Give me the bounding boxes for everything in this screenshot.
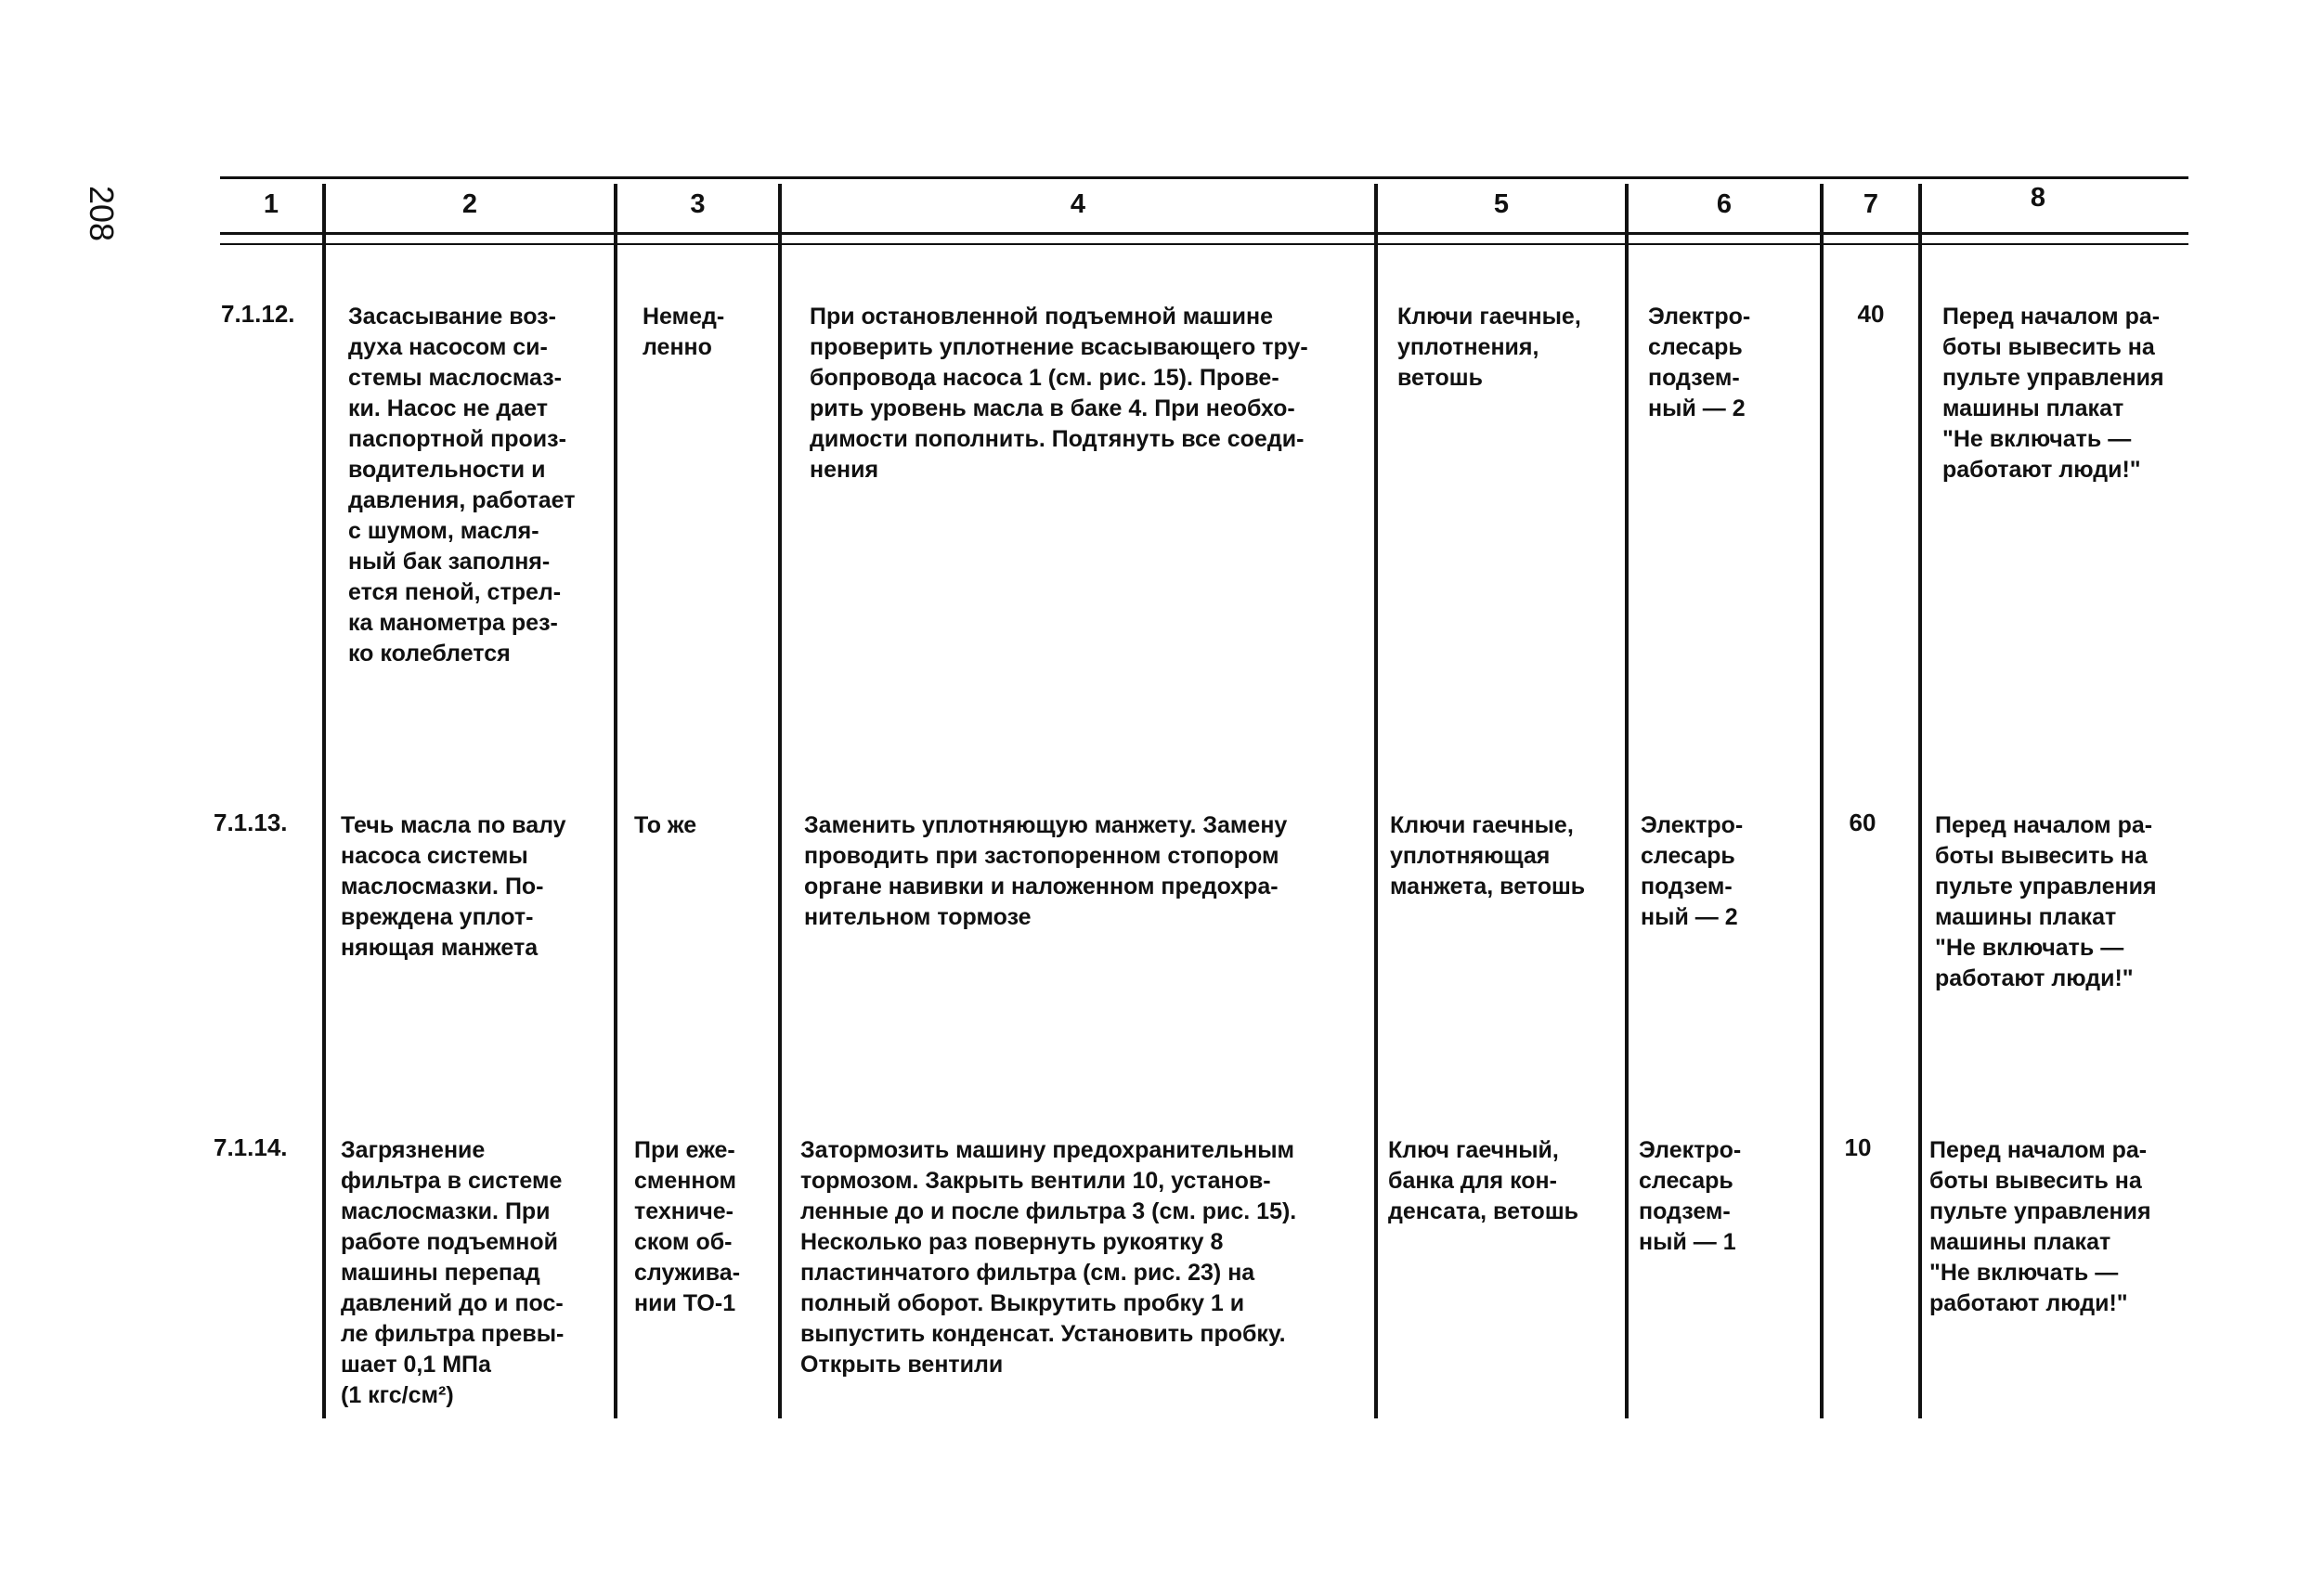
tools-materials: Ключи гаечные, уплотняющая манжета, ветошь xyxy=(1390,812,1586,900)
column-divider xyxy=(1374,184,1378,1418)
labor-time: 60 xyxy=(1849,809,1876,836)
corrective-action: Затормозить машину предохранительным тормозом. Закрыть вентили 10, установ- ленные до и после фильтра 3 (см. рис. 15). Несколько раз повернуть рукоятку 8 пластинчатого фильтра (см. рис. 23) на полный оборот. Выкрутить пробку 1 и выпустить конденсат. Установить пробку. Открыть вентили xyxy=(800,1137,1297,1378)
tools-materials: Ключи гаечные, уплотнения, ветошь xyxy=(1397,304,1581,391)
page-number: 208 xyxy=(83,186,121,242)
header-col-6: 6 xyxy=(1716,189,1733,219)
header-col-7: 7 xyxy=(1863,189,1879,219)
header-col-3: 3 xyxy=(690,189,706,219)
table-header-rule-lower xyxy=(220,243,2188,245)
column-divider xyxy=(1820,184,1824,1418)
column-divider xyxy=(1625,184,1629,1418)
header-col-4: 4 xyxy=(1070,189,1086,219)
worker: Электро- слесарь подзем- ный — 1 xyxy=(1639,1137,1742,1255)
column-divider xyxy=(322,184,326,1418)
row-number: 7.1.14. xyxy=(214,1133,288,1161)
safety-note: Перед началом ра- боты вывесить на пульте управления машины плакат "Не включать — работают люди!" xyxy=(1935,812,2157,991)
header-col-8: 8 xyxy=(2030,183,2046,213)
tools-materials: Ключ гаечный, банка для кон- денсата, ветошь xyxy=(1388,1137,1579,1224)
labor-time: 10 xyxy=(1844,1133,1872,1161)
safety-note: Перед началом ра- боты вывесить на пульте управления машины плакат "Не включать — работают люди!" xyxy=(1942,304,2164,483)
table-header-rule xyxy=(220,232,2188,235)
corrective-action: При остановленной подъемной машине проверить уплотнение всасывающего тру- бопровода насоса 1 (см. рис. 15). Прове- рить уровень масла в баке 4. При необхо- димости пополнить. Подтянуть все соеди- нения xyxy=(810,304,1308,483)
corrective-action: Заменить уплотняющую манжету. Замену проводить при застопоренном стопором органе навивки и наложенном предохра- нительном тормозе xyxy=(804,812,1288,930)
timing: Немед- ленно xyxy=(643,304,725,360)
column-divider xyxy=(614,184,617,1418)
timing: То же xyxy=(634,812,697,838)
table-top-rule xyxy=(220,176,2188,179)
row-number: 7.1.12. xyxy=(221,300,295,328)
worker: Электро- слесарь подзем- ный — 2 xyxy=(1641,812,1744,930)
column-divider xyxy=(778,184,782,1418)
header-col-2: 2 xyxy=(461,189,478,219)
safety-note: Перед началом ра- боты вывесить на пульте управления машины плакат "Не включать — работают люди!" xyxy=(1929,1137,2151,1316)
row-number: 7.1.13. xyxy=(214,809,288,836)
header-col-5: 5 xyxy=(1493,189,1510,219)
column-divider xyxy=(1918,184,1922,1418)
problem-description: Загрязнение фильтра в системе маслосмазки. При работе подъемной машины перепад давлений до и пос- ле фильтра превы- шает 0,1 МПа (1 кгс/см²) xyxy=(341,1137,565,1408)
labor-time: 40 xyxy=(1857,300,1885,328)
problem-description: Засасывание воз- духа насосом си- стемы маслосмаз- ки. Насос не дает паспортной произ- водительности и давления, работает с шумом, масля- ный бак заполня- ется пеной, стрел- ка манометра рез- ко колеблется xyxy=(348,304,576,667)
header-col-1: 1 xyxy=(263,189,279,219)
timing: При еже- сменном техниче- ском об- служива- нии ТО-1 xyxy=(634,1137,741,1316)
worker: Электро- слесарь подзем- ный — 2 xyxy=(1648,304,1751,421)
problem-description: Течь масла по валу насоса системы маслосмазки. По- вреждена уплот- няющая манжета xyxy=(341,812,566,961)
